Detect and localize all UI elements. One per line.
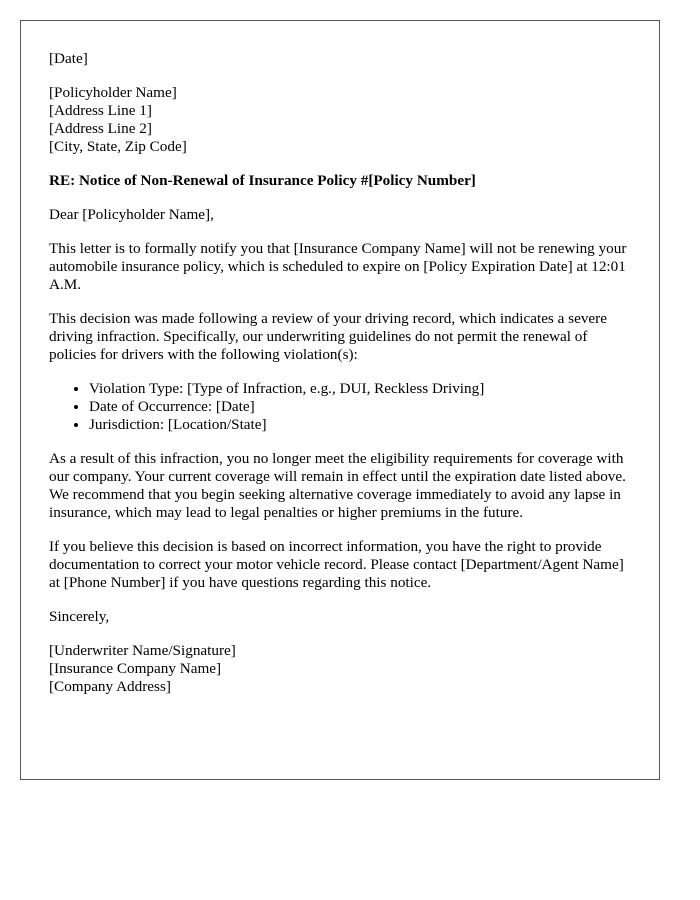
violation-jurisdiction-item: • Jurisdiction: [Location/State] bbox=[89, 416, 631, 434]
signature-block bbox=[49, 642, 631, 696]
letter-salutation: Dear [Policyholder Name], bbox=[49, 206, 214, 223]
paragraph-notification: This letter is to formally notify you that [Insurance Company Name] will not be renewing your automobile insurance policy, which is scheduled to expire on [Policy Expiration Date] at 12:01 A.M. bbox=[49, 240, 627, 293]
signature-name: [Underwriter Name/Signature] bbox=[49, 642, 236, 659]
letter-subject: RE: Notice of Non-Renewal of Insurance Policy #[Policy Number] bbox=[49, 172, 476, 189]
recipient-name: [Policyholder Name] bbox=[49, 84, 177, 101]
paragraph-decision: This decision was made following a review of your driving record, which indicates a severe driving infraction. Specifically, our underwriting guidelines do not permit the renewal of policies for drivers with the following violation(s): bbox=[49, 310, 607, 363]
recipient-address-block bbox=[49, 84, 631, 156]
recipient-address-line-1: [Address Line 1] bbox=[49, 102, 152, 119]
violation-date-item: • Date of Occurrence: [Date] bbox=[89, 398, 631, 416]
letter-date: [Date] bbox=[49, 50, 88, 67]
paragraph-eligibility: As a result of this infraction, you no longer meet the eligibility requirements for coverage with our company. Your current coverage will remain in effect until the expiration date listed above. We recommend that you begin seeking alternative coverage immediately to avoid any lapse in insurance, which may lead to legal penalties or higher premiums in the future. bbox=[49, 450, 626, 521]
paragraph-contact: If you believe this decision is based on incorrect information, you have the right to provide documentation to correct your motor vehicle record. Please contact [Department/Agent Name] at [Phone Number] if you have questions regarding this notice. bbox=[49, 538, 624, 591]
violation-type-item: • Violation Type: [Type of Infraction, e.g., DUI, Reckless Driving] bbox=[89, 380, 631, 398]
recipient-city-state-zip: [City, State, Zip Code] bbox=[49, 138, 187, 155]
signature-company: [Insurance Company Name] bbox=[49, 660, 222, 677]
violations-list bbox=[49, 380, 631, 434]
letter-closing: Sincerely, bbox=[49, 608, 110, 625]
recipient-address-line-2: [Address Line 2] bbox=[49, 120, 152, 137]
letter-document bbox=[20, 20, 660, 780]
signature-address: [Company Address] bbox=[49, 678, 171, 695]
